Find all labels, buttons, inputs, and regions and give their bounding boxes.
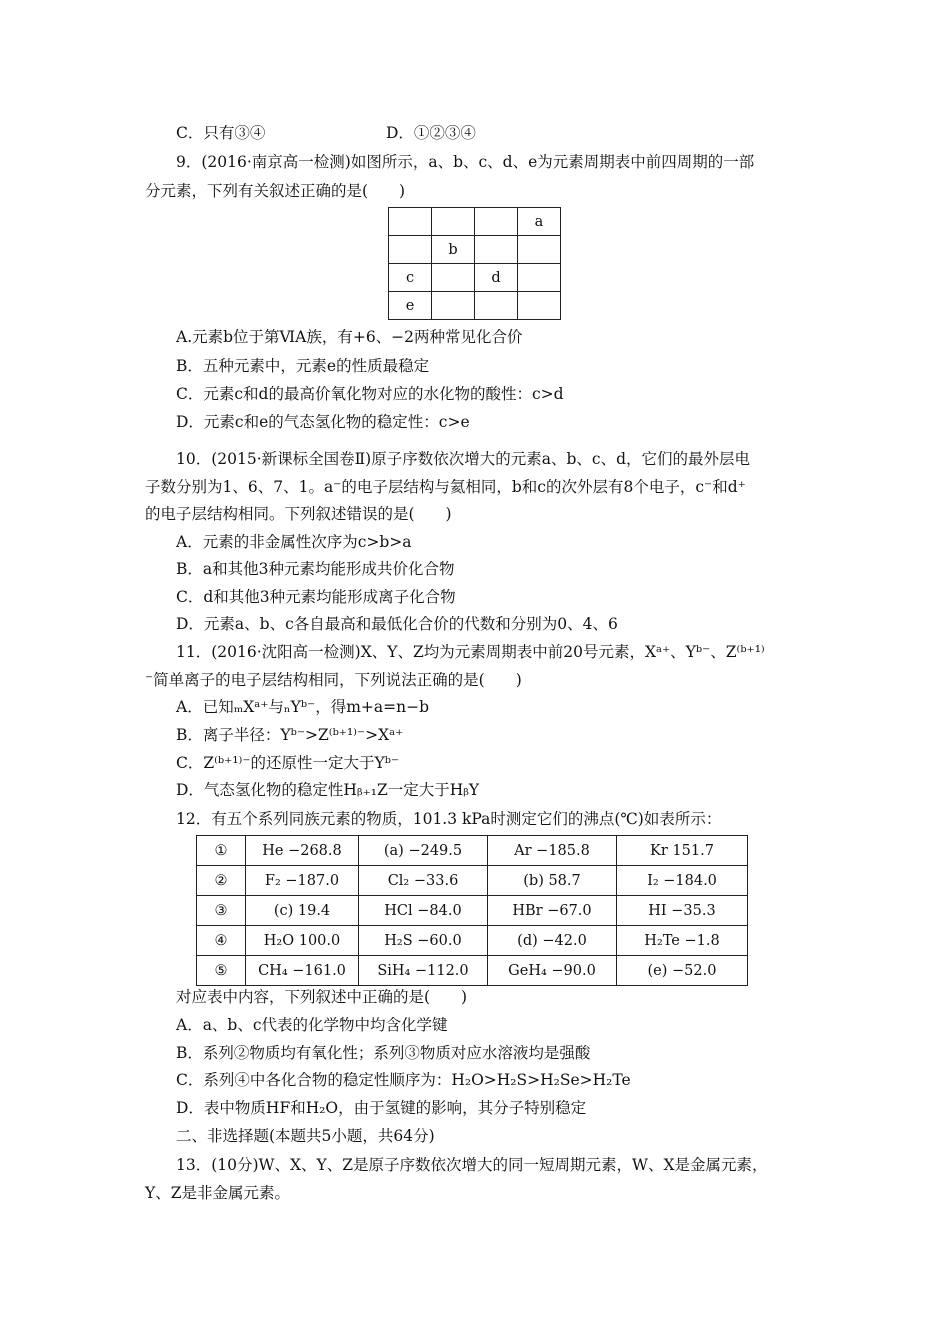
periodic-table-fragment xyxy=(388,207,561,320)
pt-cell xyxy=(389,236,432,264)
table-cell: (b) 58.7 xyxy=(488,866,617,896)
q12-option-a: A．a、b、c代表的化学物中均含化学键 xyxy=(176,1016,448,1034)
table-cell: SiH₄ −112.0 xyxy=(359,956,488,986)
table-cell: ④ xyxy=(197,926,246,956)
table-cell: CH₄ −161.0 xyxy=(246,956,359,986)
table-cell: He −268.8 xyxy=(246,836,359,866)
table-cell: H₂Te −1.8 xyxy=(617,926,748,956)
q10-option-c: C．d和其他3种元素均能形成离子化合物 xyxy=(176,588,456,606)
pt-cell xyxy=(432,208,475,236)
table-cell: (c) 19.4 xyxy=(246,896,359,926)
q10-stem-line2: 子数分别为1、6、7、1。a⁻的电子层结构与氦相同，b和c的次外层有8个电子，c⁻和d⁺ xyxy=(145,478,746,496)
pt-cell: d xyxy=(475,264,518,292)
table-cell: (e) −52.0 xyxy=(617,956,748,986)
table-cell: F₂ −187.0 xyxy=(246,866,359,896)
pt-cell xyxy=(389,208,432,236)
q8-option-c: C．只有③④ xyxy=(176,124,266,142)
table-cell: ⑤ xyxy=(197,956,246,986)
q10-option-a: A．元素的非金属性次序为c>b>a xyxy=(176,533,412,551)
q9-option-a: A.元素b位于第ⅥA族，有+6、−2两种常见化合价 xyxy=(176,328,523,346)
table-cell: GeH₄ −90.0 xyxy=(488,956,617,986)
table-row xyxy=(197,926,748,956)
q9-option-b: B．五种元素中，元素e的性质最稳定 xyxy=(176,357,430,375)
pt-cell: c xyxy=(389,264,432,292)
table-cell: I₂ −184.0 xyxy=(617,866,748,896)
q9-stem-line1: 9．(2016·南京高一检测)如图所示，a、b、c、d、e为元素周期表中前四周期的一部 xyxy=(176,153,755,171)
q9-option-c: C．元素c和d的最高价氧化物对应的水化物的酸性：c>d xyxy=(176,385,564,403)
pt-cell: b xyxy=(432,236,475,264)
pt-cell: a xyxy=(518,208,561,236)
table-cell: (a) −249.5 xyxy=(359,836,488,866)
pt-cell xyxy=(432,264,475,292)
pt-cell xyxy=(475,292,518,320)
q11-stem-line1: 11．(2016·沈阳高一检测)X、Y、Z均为元素周期表中前20号元素，Xᵃ⁺、Yᵇ⁻、Z⁽ᵇ⁺¹⁾ xyxy=(176,643,765,661)
table-cell: Kr 151.7 xyxy=(617,836,748,866)
pt-row xyxy=(389,292,561,320)
table-cell: Ar −185.8 xyxy=(488,836,617,866)
q11-option-b: B．离子半径：Yᵇ⁻>Z⁽ᵇ⁺¹⁾⁻>Xᵃ⁺ xyxy=(176,726,404,744)
q13-line2: Y、Z是非金属元素。 xyxy=(145,1184,291,1202)
table-cell: HBr −67.0 xyxy=(488,896,617,926)
table-cell: H₂S −60.0 xyxy=(359,926,488,956)
table-cell: ③ xyxy=(197,896,246,926)
table-cell: HI −35.3 xyxy=(617,896,748,926)
table-cell: H₂O 100.0 xyxy=(246,926,359,956)
table-row xyxy=(197,956,748,986)
pt-cell xyxy=(432,292,475,320)
pt-cell: e xyxy=(389,292,432,320)
pt-cell xyxy=(475,236,518,264)
pt-cell xyxy=(518,264,561,292)
q12-option-c: C．系列④中各化合物的稳定性顺序为：H₂O>H₂S>H₂Se>H₂Te xyxy=(176,1071,631,1089)
pt-row xyxy=(389,236,561,264)
pt-cell xyxy=(518,236,561,264)
q9-option-d: D．元素c和e的气态氢化物的稳定性：c>e xyxy=(176,413,470,431)
table-cell: Cl₂ −33.6 xyxy=(359,866,488,896)
q12-stem: 12．有五个系列同族元素的物质，101.3 kPa时测定它们的沸点(℃)如表所示： xyxy=(176,810,722,828)
q11-stem-line2: ⁻简单离子的电子层结构相同，下列说法正确的是( ) xyxy=(145,671,522,689)
q10-option-b: B．a和其他3种元素均能形成共价化合物 xyxy=(176,560,455,578)
q11-option-a: A．已知ₘXᵃ⁺与ₙYᵇ⁻，得m+a=n−b xyxy=(176,698,430,716)
section-heading: 二、非选择题(本题共5小题，共64分) xyxy=(176,1127,435,1145)
table-row xyxy=(197,866,748,896)
q13-line1: 13．(10分)W、X、Y、Z是原子序数依次增大的同一短周期元素，W、X是金属元素， xyxy=(176,1156,768,1174)
q12-option-d: D．表中物质HF和H₂O，由于氢键的影响，其分子特别稳定 xyxy=(176,1099,587,1117)
q10-option-d: D．元素a、b、c各自最高和最低化合价的代数和分别为0、4、6 xyxy=(176,615,618,633)
table-cell: HCl −84.0 xyxy=(359,896,488,926)
q8-option-d: D．①②③④ xyxy=(386,124,476,142)
boiling-point-table xyxy=(196,835,748,986)
table-cell: ② xyxy=(197,866,246,896)
pt-row xyxy=(389,208,561,236)
table-cell: (d) −42.0 xyxy=(488,926,617,956)
q12-after-table: 对应表中内容，下列叙述中正确的是( ) xyxy=(176,988,468,1006)
pt-cell xyxy=(518,292,561,320)
pt-cell xyxy=(475,208,518,236)
table-row xyxy=(197,836,748,866)
q11-option-c: C．Z⁽ᵇ⁺¹⁾⁻的还原性一定大于Yᵇ⁻ xyxy=(176,754,400,772)
q11-option-d: D．气态氢化物的稳定性Hᵦ₊₁Z一定大于HᵦY xyxy=(176,781,480,799)
q10-stem-line3: 的电子层结构相同。下列叙述错误的是( ) xyxy=(145,505,452,523)
q10-stem-line1: 10．(2015·新课标全国卷Ⅱ)原子序数依次增大的元素a、b、c、d，它们的最外层电 xyxy=(176,450,750,468)
table-row xyxy=(197,896,748,926)
pt-row xyxy=(389,264,561,292)
q9-stem-line2: 分元素，下列有关叙述正确的是( ) xyxy=(145,182,406,200)
q12-option-b: B．系列②物质均有氧化性；系列③物质对应水溶液均是强酸 xyxy=(176,1044,591,1062)
table-cell: ① xyxy=(197,836,246,866)
